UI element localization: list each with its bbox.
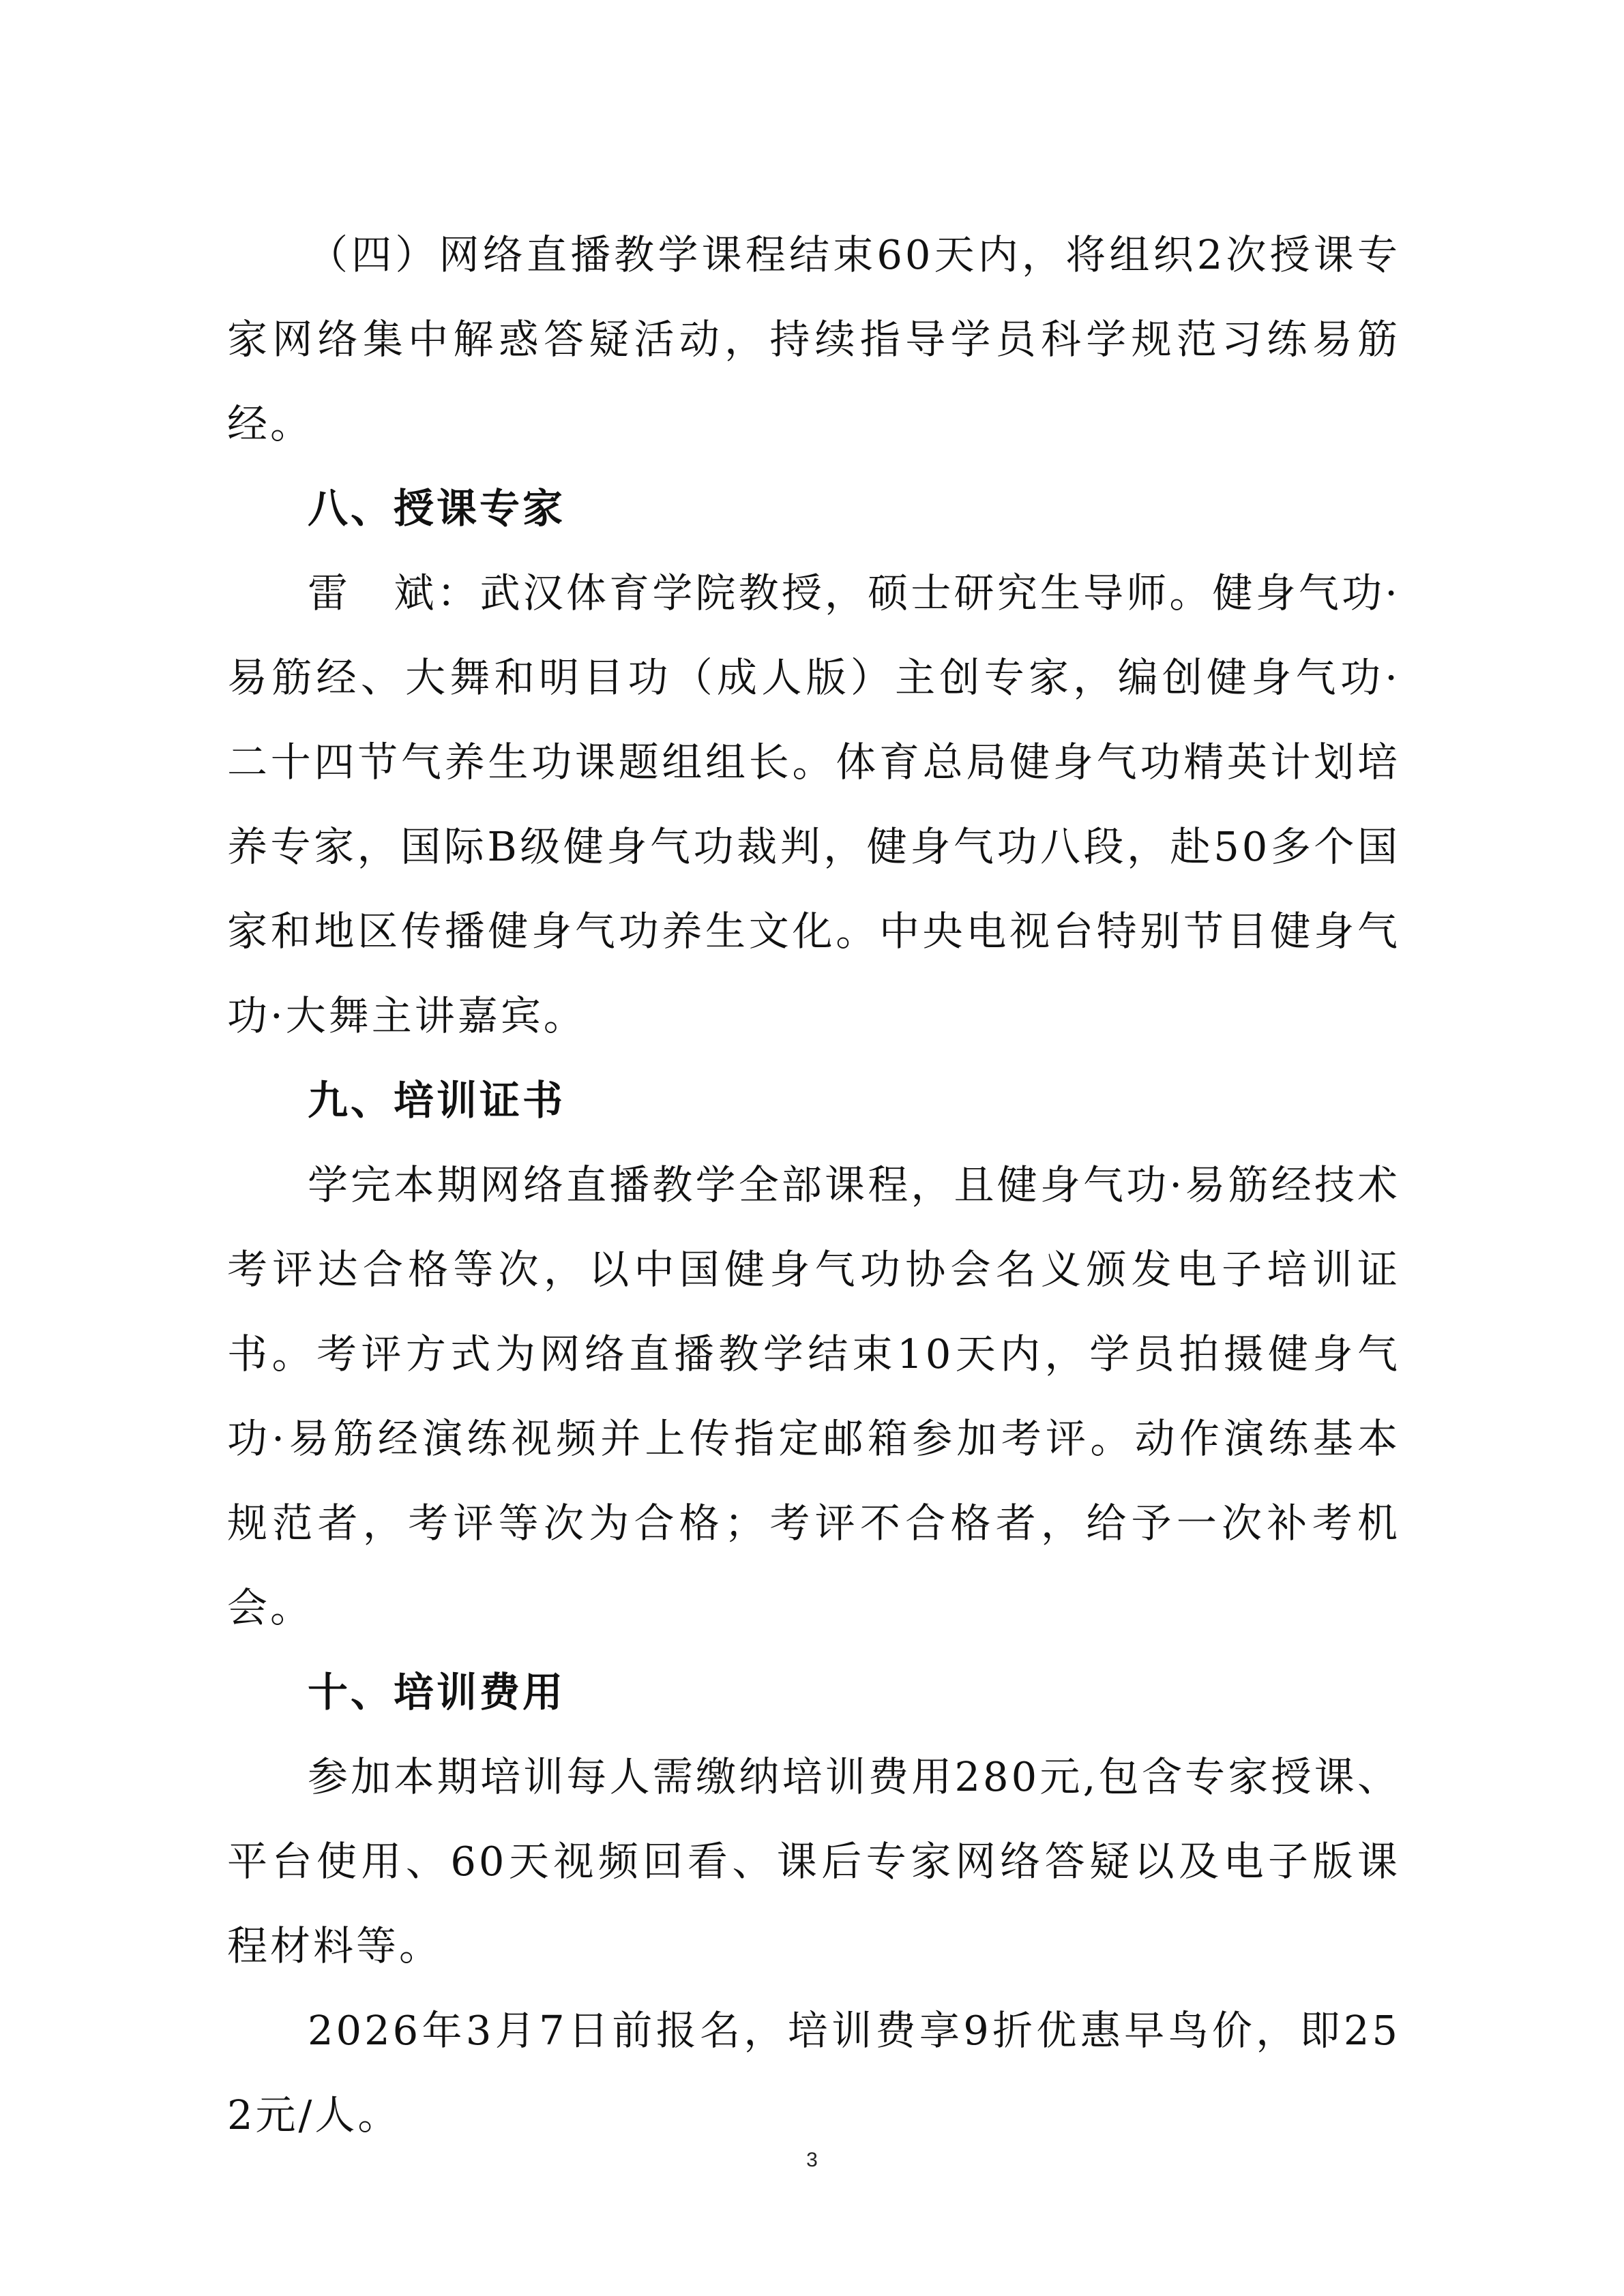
document-body <box>227 213 1400 2158</box>
paragraph-early-bird: 2026年3月7日前报名，培训费享9折优惠早鸟价，即252元/人。 <box>227 2007 1400 2138</box>
paragraph-instructor-bio: 雷 斌：武汉体育学院教授，硕士研究生导师。健身气功·易筋经、大舞和明目功（成人版）主创专家，编创健身气功·二十四节气养生功课题组组长。体育总局健身气功精英计划培养专家，国际B级健身气功裁判，健身气功八段，赴50多个国家和地区传播健身气功养生文化。中央电视台特别节目健身气功·大舞主讲嘉宾。 <box>227 569 1400 1039</box>
heading-certificate: 九、培训证书 <box>308 1077 566 1124</box>
paragraph-certificate: 学完本期网络直播教学全部课程，且健身气功·易筋经技术考评达合格等次，以中国健身气功协会名义颁发电子培训证书。考评方式为网络直播教学结束10天内，学员拍摄健身气功·易筋经演练视频并上传指定邮箱参加考评。动作演练基本规范者，考评等次为合格；考评不合格者，给予一次补考机会。 <box>227 1161 1400 1631</box>
heading-instructor: 八、授课专家 <box>308 485 566 532</box>
paragraph-followup-qa: （四）网络直播教学课程结束60天内，将组织2次授课专家网络集中解惑答疑活动，持续指导学员科学规范习练易筋经。 <box>227 231 1400 447</box>
paragraph-fees: 参加本期培训每人需缴纳培训费用280元,包含专家授课、平台使用、60天视频回看、课后专家网络答疑以及电子版课程材料等。 <box>227 1753 1400 1969</box>
page-number: 3 <box>806 2149 818 2171</box>
heading-fees: 十、培训费用 <box>308 1669 566 1716</box>
